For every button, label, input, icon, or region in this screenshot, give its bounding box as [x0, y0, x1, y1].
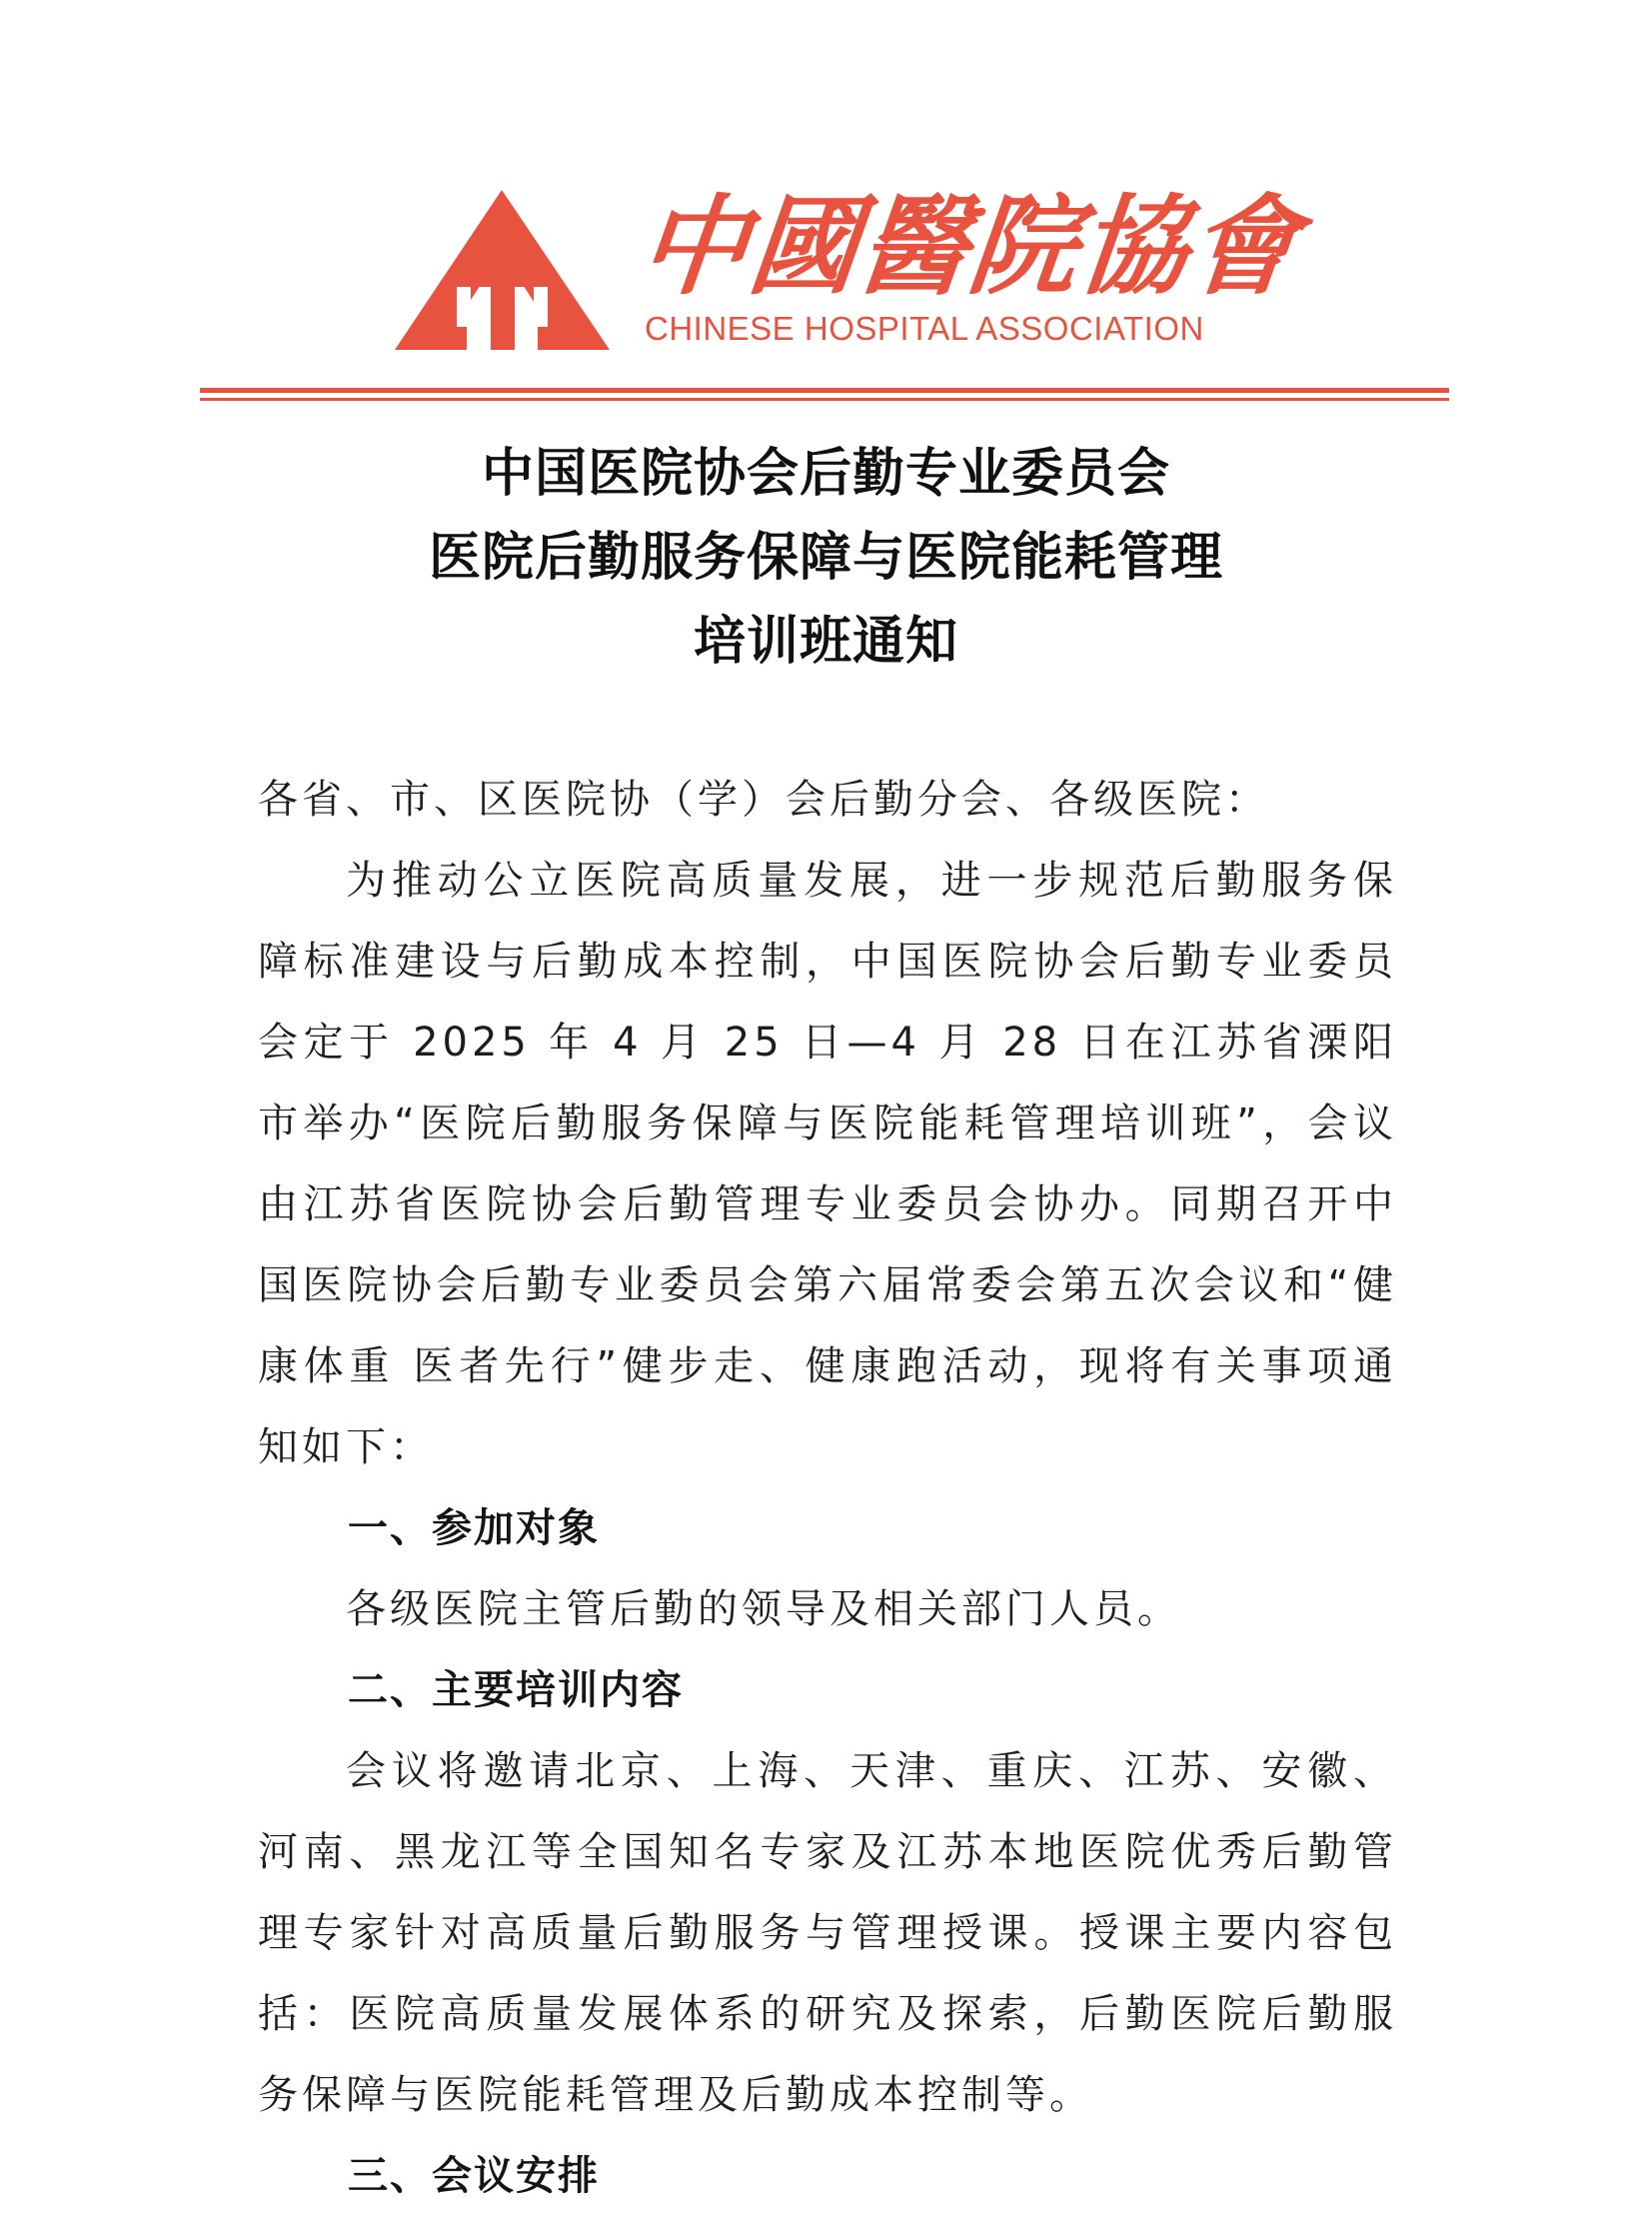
document-title: [0, 432, 1652, 684]
org-name-chinese: 中國醫院協會: [633, 184, 1306, 310]
title-line-3: 培训班通知: [693, 612, 958, 672]
letterhead: [0, 0, 1652, 420]
intro-paragraph: 为推动公立医院高质量发展，进一步规范后勤服务保障标准建设与后勤成本控制，中国医院协会后勤专业委员会定于 2025 年 4 月 25 日—4 月 28 日在江苏省溧阳市举办“医院后勤服务保障与医院能耗管理培训班”，会议由江苏省医院协会后勤管理专业委员会协办。同期召开中国医院协会后勤专业委员会第六届常委会第五次会议和“健康体重 医者先行”健步走、健康跑活动，现将有关事项通知如下：: [258, 858, 1397, 1470]
section-text-training-content: 会议将邀请北京、上海、天津、重庆、江苏、安徽、河南、黑龙江等全国知名专家及江苏本地医院优秀后勤管理专家针对高质量后勤服务与管理授课。授课主要内容包括：医院高质量发展体系的研究及探索，后勤医院后勤服务保障与医院能耗管理及后勤成本控制等。: [258, 1748, 1397, 2118]
section-heading-training-content: 二、主要培训内容: [348, 1667, 684, 1713]
salutation: 各省、市、区医院协（学）会后勤分会、各级医院：: [258, 777, 1269, 823]
section-text-participants: 各级医院主管后勤的领导及相关部门人员。: [346, 1586, 1181, 1632]
document-body: [258, 760, 1397, 2217]
title-line-2: 医院后勤服务保障与医院能耗管理: [428, 528, 1223, 588]
section-heading-participants: 一、参加对象: [348, 1505, 600, 1551]
title-line-1: 中国医院协会后勤专业委员会: [481, 444, 1170, 504]
header-divider-thick: [200, 388, 1449, 393]
header-divider-thin: [200, 398, 1449, 401]
section-heading-meeting-arrangement: 三、会议安排: [348, 2153, 600, 2199]
org-name-english: CHINESE HOSPITAL ASSOCIATION: [645, 310, 1204, 347]
association-logo-icon: [395, 190, 610, 350]
